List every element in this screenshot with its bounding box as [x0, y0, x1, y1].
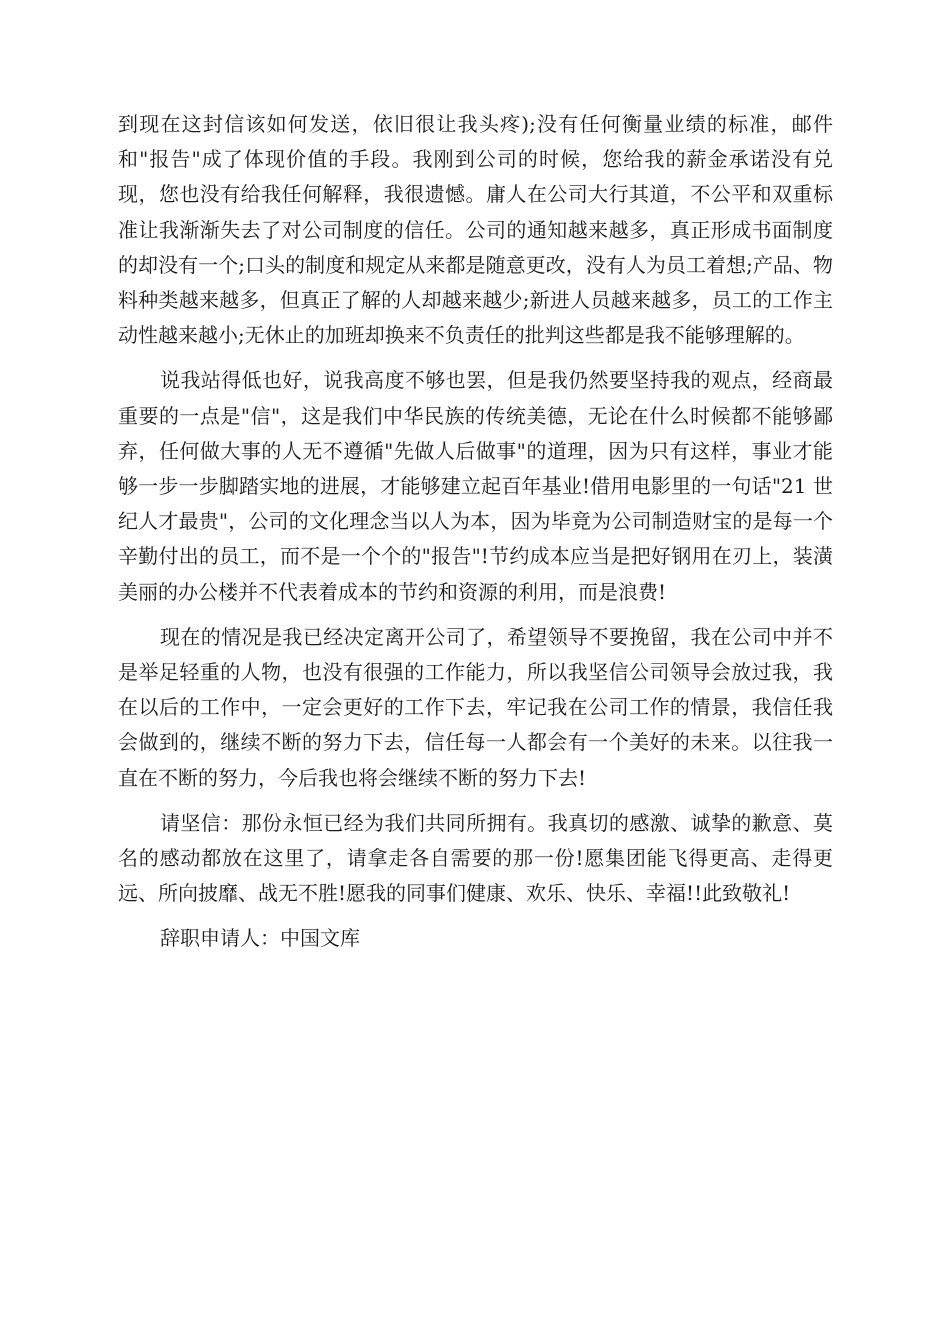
paragraph-2: 说我站得低也好，说我高度不够也罢，但是我仍然要坚持我的观点，经商最重要的一点是"信"，这是我们中华民族的传统美德，无论在什么时候都不能够鄙弃，任何做大事的人无不遵循"先做人后做事"的道理，因为只有这样，事业才能够一步一步脚踏实地的进展，才能够建立起百年基业!借用电影里的一句话"21 世纪人才最贵"，公司的文化理念当以人为本，因为毕竟为公司制造财宝的是每一个辛勤付出的员工，而不是一个个的"报告"!节约成本应当是把好钢用在刃上，装潢美丽的办公楼并不代表着成本的节约和资源的利用，而是浪费! — [118, 368, 833, 604]
paragraph-3: 现在的情况是我已经决定离开公司了，希望领导不要挽留，我在公司中并不是举足轻重的人物，也没有很强的工作能力，所以我坚信公司领导会放过我，我在以后的工作中，一定会更好的工作下去，牢记我在公司工作的情景，我信任我会做到的，继续不断的努力下去，信任每一人都会有一个美好的未来。以往我一直在不断的努力，今后我也将会继续不断的努力下去! — [118, 624, 833, 790]
paragraph-1: 到现在这封信该如何发送，依旧很让我头疼);没有任何衡量业绩的标准，邮件和"报告"成了体现价值的手段。我刚到公司的时候，您给我的薪金承诺没有兑现，您也没有给我任何解释，我很遗憾。庸人在公司大行其道，不公平和双重标准让我渐渐失去了对公司制度的信任。公司的通知越来越多，真正形成书面制度的却没有一个;口头的制度和规定从来都是随意更改，没有人为员工着想;产品、物料种类越来越多，但真正了解的人却越来越少;新进人员越来越多，员工的工作主动性越来越小;无休止的加班却换来不负责任的批判这些都是我不能够理解的。 — [118, 112, 833, 348]
signature-line: 辞职申请人：中国文库 — [160, 926, 360, 951]
paragraph-4: 请坚信：那份永恒已经为我们共同所拥有。我真切的感激、诚挚的歉意、莫名的感动都放在这里了，请拿走各自需要的那一份!愿集团能飞得更高、走得更远、所向披靡、战无不胜!愿我的同事们健康、欢乐、快乐、幸福!!此致敬礼! — [118, 810, 833, 906]
letter-body — [118, 107, 833, 957]
